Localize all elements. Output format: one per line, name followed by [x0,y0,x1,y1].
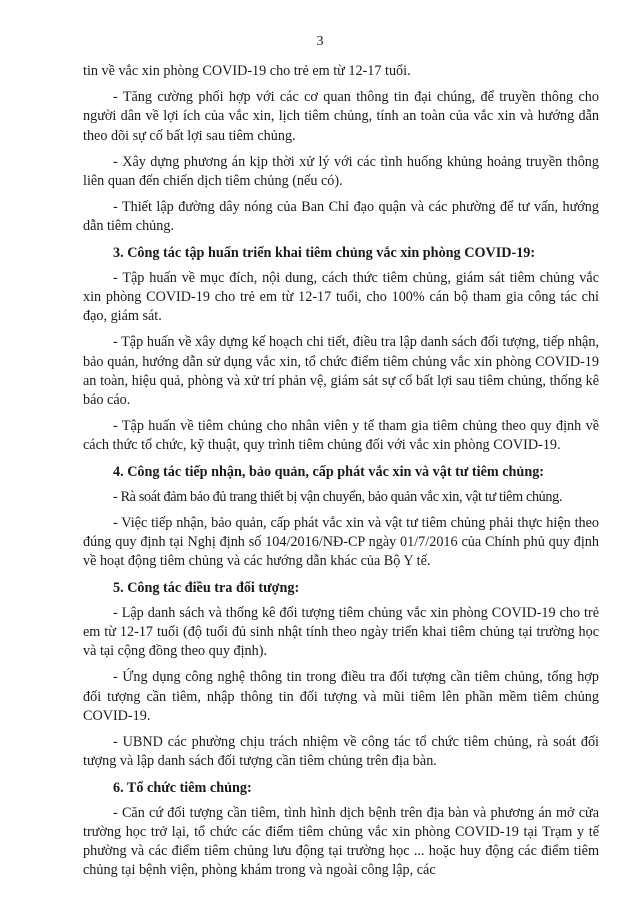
section-heading-vaccine-logistics: 4. Công tác tiếp nhận, bảo quản, cấp phát vắc xin và vật tư tiêm chủng: [113,463,545,480]
section-heading-survey: 5. Công tác điều tra đối tượng: [113,579,300,596]
paragraph: - Rà soát đảm bảo đủ trang thiết bị vận chuyển, bảo quản vắc xin, vật tư tiêm chủng. [113,488,563,505]
paragraph: - Tăng cường phối hợp với các cơ quan thông tin đại chúng, để truyền thông cho người dân về lợi ích của vắc xin, lịch tiêm chủng, tính an toàn của vắc xin và hướng dẫn theo dõi sự cố bất lợi sau tiêm chủng. [83,89,599,144]
paragraph: - Tập huấn về mục đích, nội dung, cách thức tiêm chủng, giám sát tiêm chủng vắc xin phòng COVID-19 cho trẻ em từ 12-17 tuổi, cho 100% cán bộ tham gia công tác chỉ đạo, giám sát. [83,269,599,325]
paragraph: - Tập huấn về xây dựng kế hoạch chi tiết, điều tra lập danh sách đối tượng, tiếp nhận, bảo quản, hướng dẫn sử dụng vắc xin, tổ chức điểm tiêm chủng vắc xin phòng COVID-19 an toàn, hiệu quả, phòng và xử trí phản vệ, giám sát sự cố bất lợi sau tiêm chủng, thống kê báo cáo. [83,334,599,409]
paragraph: - Lập danh sách và thống kê đối tượng tiêm chủng vắc xin phòng COVID-19 cho trẻ em từ 12-17 tuổi (độ tuổi đủ sinh nhật tính theo ngày triển khai tiêm chủng tại trường học và tại cộng đồng theo quy định). [83,604,599,660]
page-number: 3 [316,34,324,49]
paragraph: - Ứng dụng công nghệ thông tin trong điều tra đối tượng cần tiêm chủng, tổng hợp đối tượng cần tiêm, nhập thông tin đối tượng và mũi tiêm lên phần mềm tiêm chủng COVID-19. [83,669,599,724]
paragraph: - Tập huấn về tiêm chủng cho nhân viên y tế tham gia tiêm chủng theo quy định về cách thức tổ chức, kỹ thuật, quy trình tiêm chủng đối với vắc xin phòng COVID-19. [83,418,599,454]
paragraph: - Xây dựng phương án kịp thời xử lý với các tình huống khủng hoảng truyền thông liên quan đến chiến dịch tiêm chủng (nếu có). [83,153,599,190]
paragraph: - Căn cứ đối tượng cần tiêm, tình hình dịch bệnh trên địa bàn và phương án mở cửa trường học trở lại, tổ chức các điểm tiêm chủng vắc xin phòng COVID-19 tại Trạm y tế phường và các điểm tiêm chủng lưu động tại trường học ... hoặc huy động các điểm tiêm chủng tại bệnh viện, phòng khám trong và ngoài công lập, các [83,804,599,879]
section-heading-vaccination: 6. Tổ chức tiêm chủng: [113,779,252,796]
paragraph: - Việc tiếp nhận, bảo quản, cấp phát vắc xin và vật tư tiêm chủng phải thực hiện theo đúng quy định tại Nghị định số 104/2016/NĐ-CP ngày 01/7/2016 của Chính phủ quy định về hoạt động tiêm chủng và các hướng dẫn khác của Bộ Y tế. [83,515,599,570]
paragraph: - UBND các phường chịu trách nhiệm về công tác tổ chức tiêm chủng, rà soát đối tượng và lập danh sách đối tượng cần tiêm chủng trên địa bàn. [83,734,599,770]
document-body [83,62,599,888]
paragraph-continuation: tin về vắc xin phòng COVID-19 cho trẻ em từ 12-17 tuổi. [83,63,411,79]
section-heading-training: 3. Công tác tập huấn triển khai tiêm chủng vắc xin phòng COVID-19: [113,244,536,261]
paragraph: - Thiết lập đường dây nóng của Ban Chỉ đạo quận và các phường để tư vấn, hướng dẫn tiêm chủng. [83,199,599,235]
